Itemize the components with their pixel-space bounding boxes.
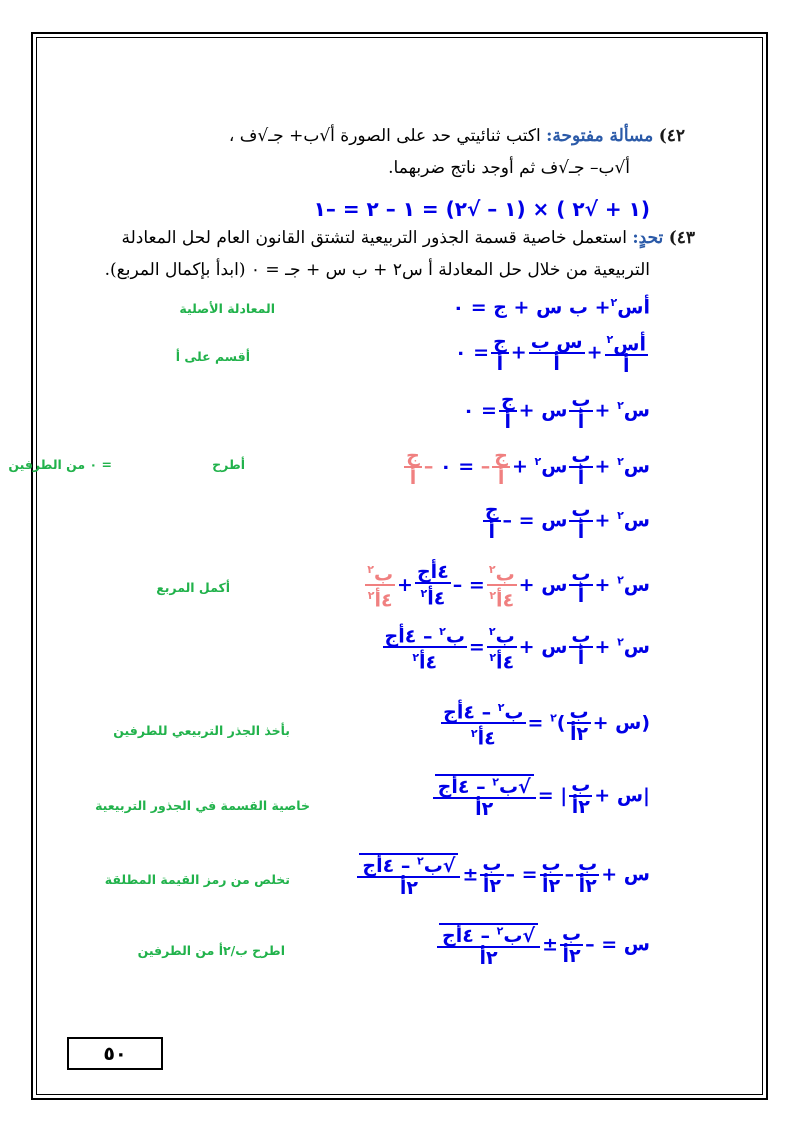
step-10-equation: س + $\frac{\text{ب}}{\text{٢أ}}$ – $\frac{\text{ب}}{\text{٢أ}}$ = – $\frac{\text{ب}}{\text{٢أ}}$ ± √ $\frac{ب^٢ - ٤أج}{\text{٢أ}}$ [355, 852, 650, 898]
page-number: ٥٠ [103, 1042, 127, 1065]
q42-line2: أ√ب– جـ√ف ثم أوجد ناتج ضربهما. [388, 158, 630, 178]
step-6-note: أكمل المربع [156, 580, 230, 595]
step-1-equation: أس$^٢$+ ب س + ج = ٠ [452, 296, 650, 319]
step-4-note-a: أطرح [212, 457, 245, 472]
q43-line2: التربيعية من خلال حل المعادلة أ س٢ + ب س + جـ = ٠ (ابدأ بإكمال المربع). [104, 260, 650, 280]
step-3-equation: س$^٢$ + $\frac{\text{ب}}{\text{أ}}$ س + $\frac{\text{ج}}{\text{أ}}$ = ٠ [462, 389, 650, 433]
q43-line1 [122, 227, 695, 249]
q42-line1 [229, 125, 685, 147]
q42-number: ٤٢) [658, 126, 685, 146]
q43-number: ٤٣) [668, 228, 695, 248]
step-4-note-b: = ٠ من الطرفين [8, 457, 112, 472]
step-8-note: بأخذ الجذر التربيعي للطرفين [113, 723, 290, 738]
q43-label: تحدٍ: [632, 228, 664, 248]
step-6-equation: س$^٢$ + $\frac{\text{ب}}{\text{أ}}$ س + $\frac{ب^٢}{٤أ^٢}$ = – $\frac{\text{٤أج}}{٤أ^٢}$ + $\frac{ب^٢}{٤أ^٢}$ [367, 561, 650, 612]
q42-label: مسألة مفتوحة: [546, 126, 654, 146]
step-11-equation: س = – $\frac{\text{ب}}{\text{٢أ}}$ ± √ $\frac{ب^٢ - ٤أج}{\text{٢أ}}$ [435, 922, 650, 968]
q43-text-line1: استعمل خاصية قسمة الجذور التربيعية لتشتق القانون العام لحل المعادلة [121, 228, 627, 248]
step-5-equation: س$^٢$ + $\frac{\text{ب}}{\text{أ}}$ س = – $\frac{\text{ج}}{\text{أ}}$ [484, 499, 650, 543]
step-11-note: اطرح ب/٢أ من الطرفين [137, 943, 285, 958]
step-4-equation: س$^٢$ + $\frac{\text{ب}}{\text{أ}}$ س$^٢$ + $\frac{\text{ج}}{\text{أ}}$ – = ٠ – $\frac{\text{ج}}{\text{أ}}$ [406, 445, 650, 489]
q42-answer: (١ + √٢ ) × (١ – √٢) = ١ – ٢ = –١ [313, 197, 650, 221]
step-8-equation: (س + $\frac{\text{ب}}{\text{٢أ}}$ )$^٢$ = $\frac{ب^٢ - ٤أج}{٤أ^٢}$ [439, 698, 650, 749]
step-2-equation: $\frac{أس^٢}{\text{أ}}$ + $\frac{\text{س ب}}{\text{أ}}$ + $\frac{\text{ج}}{\text{أ}}$ = ٠ [454, 331, 646, 378]
step-7-equation: س$^٢$ + $\frac{\text{ب}}{\text{أ}}$ س + $\frac{ب^٢}{٤أ^٢}$ = $\frac{ب^٢ - ٤أج}{٤أ^٢}$ [381, 622, 650, 673]
step-9-note: خاصية القسمة في الجذور التربيعية [95, 798, 310, 813]
step-10-note: تخلص من رمز القيمة المطلقة [104, 872, 290, 887]
q42-text-line1: اكتب ثنائيتي حد على الصورة أ√ب+ جـ√ف ، [228, 126, 541, 146]
page-number-box [67, 1037, 163, 1070]
step-2-note: أقسم على أ [175, 349, 250, 364]
step-9-equation: |س + $\frac{\text{ب}}{\text{٢أ}}$ | = √ $\frac{ب^٢ - ٤أج}{\text{٢أ}}$ [431, 773, 650, 819]
step-1-note: المعادلة الأصلية [179, 301, 275, 316]
